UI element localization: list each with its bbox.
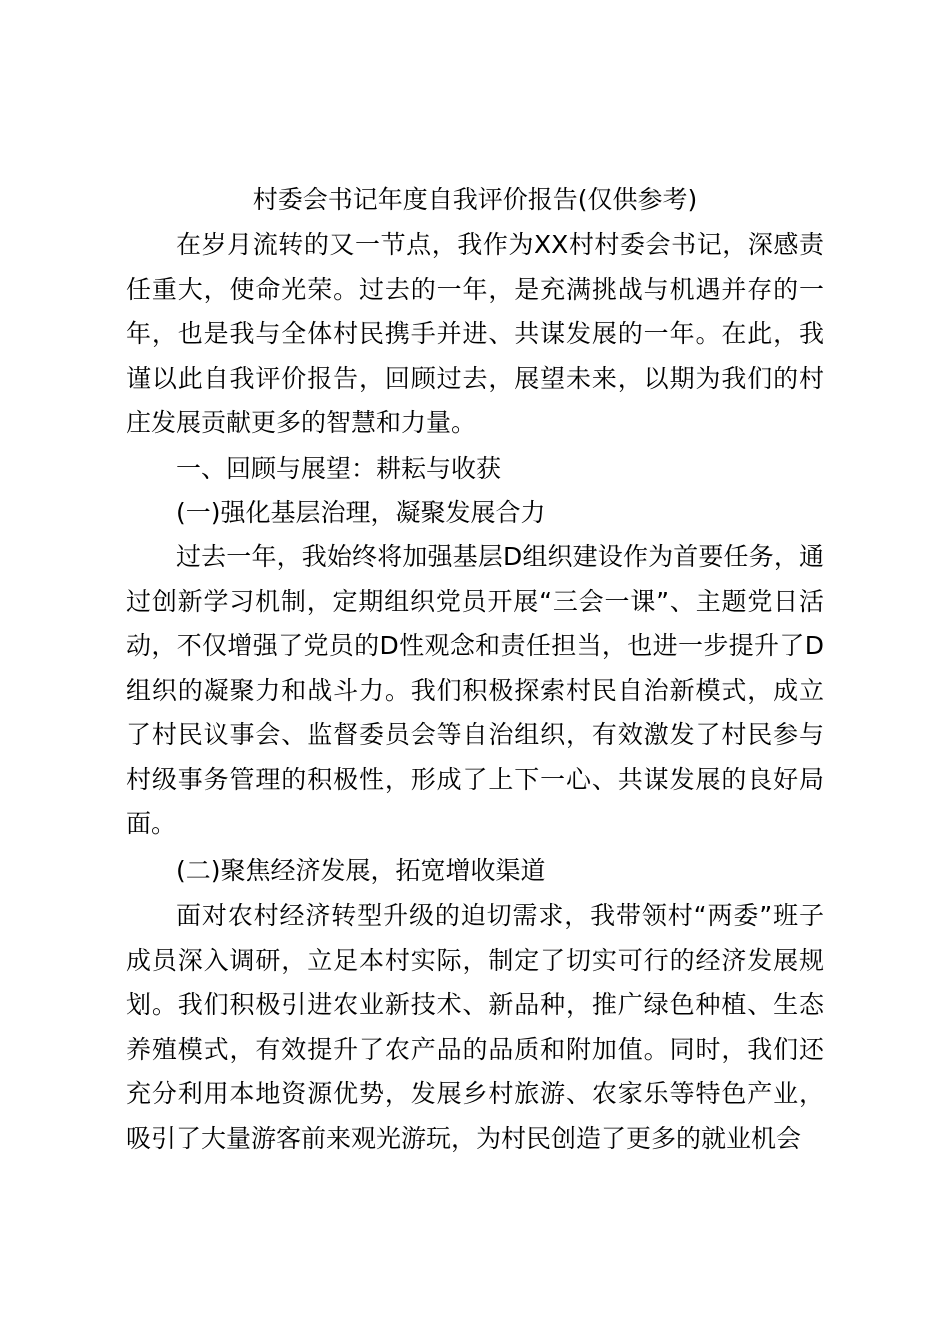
section-heading-1: 一、回顾与展望：耕耘与收获 <box>176 454 502 483</box>
intro-paragraph: 在岁月流转的又一节点，我作为XX村村委会书记，深感责任重大，使命光荣。过去的一年，是充满挑战与机遇并存的一年，也是我与全体村民携手并进、共谋发展的一年。在此，我谨以此自我评价报告，回顾过去，展望未来，以期为我们的村庄发展贡献更多的智慧和力量。 <box>126 230 824 437</box>
subsection-heading-2: (二)聚焦经济发展，拓宽增收渠道 <box>176 856 546 885</box>
subsection-heading-1: (一)强化基层治理，凝聚发展合力 <box>176 498 546 527</box>
subsection-2-paragraph: 面对农村经济转型升级的迫切需求，我带领村“两委”班子成员深入调研，立足本村实际，制定了切实可行的经济发展规划。我们积极引进农业新技术、新品种，推广绿色种植、生态养殖模式，有效提升了农产品的品质和附加值。同时，我们还充分利用本地资源优势，发展乡村旅游、农家乐等特色产业，吸引了大量游客前来观光游玩，为村民创造了更多的就业机会 <box>126 901 824 1153</box>
subsection-1-paragraph: 过去一年，我始终将加强基层D组织建设作为首要任务，通过创新学习机制，定期组织党员开展“三会一课”、主题党日活动，不仅增强了党员的D性观念和责任担当，也进一步提升了D组织的凝聚力和战斗力。我们积极探索村民自治新模式，成立了村民议事会、监督委员会等自治组织，有效激发了村民参与村级事务管理的积极性，形成了上下一心、共谋发展的良好局面。 <box>126 542 824 838</box>
document-title: 村委会书记年度自我评价报告(仅供参考) <box>252 185 698 214</box>
